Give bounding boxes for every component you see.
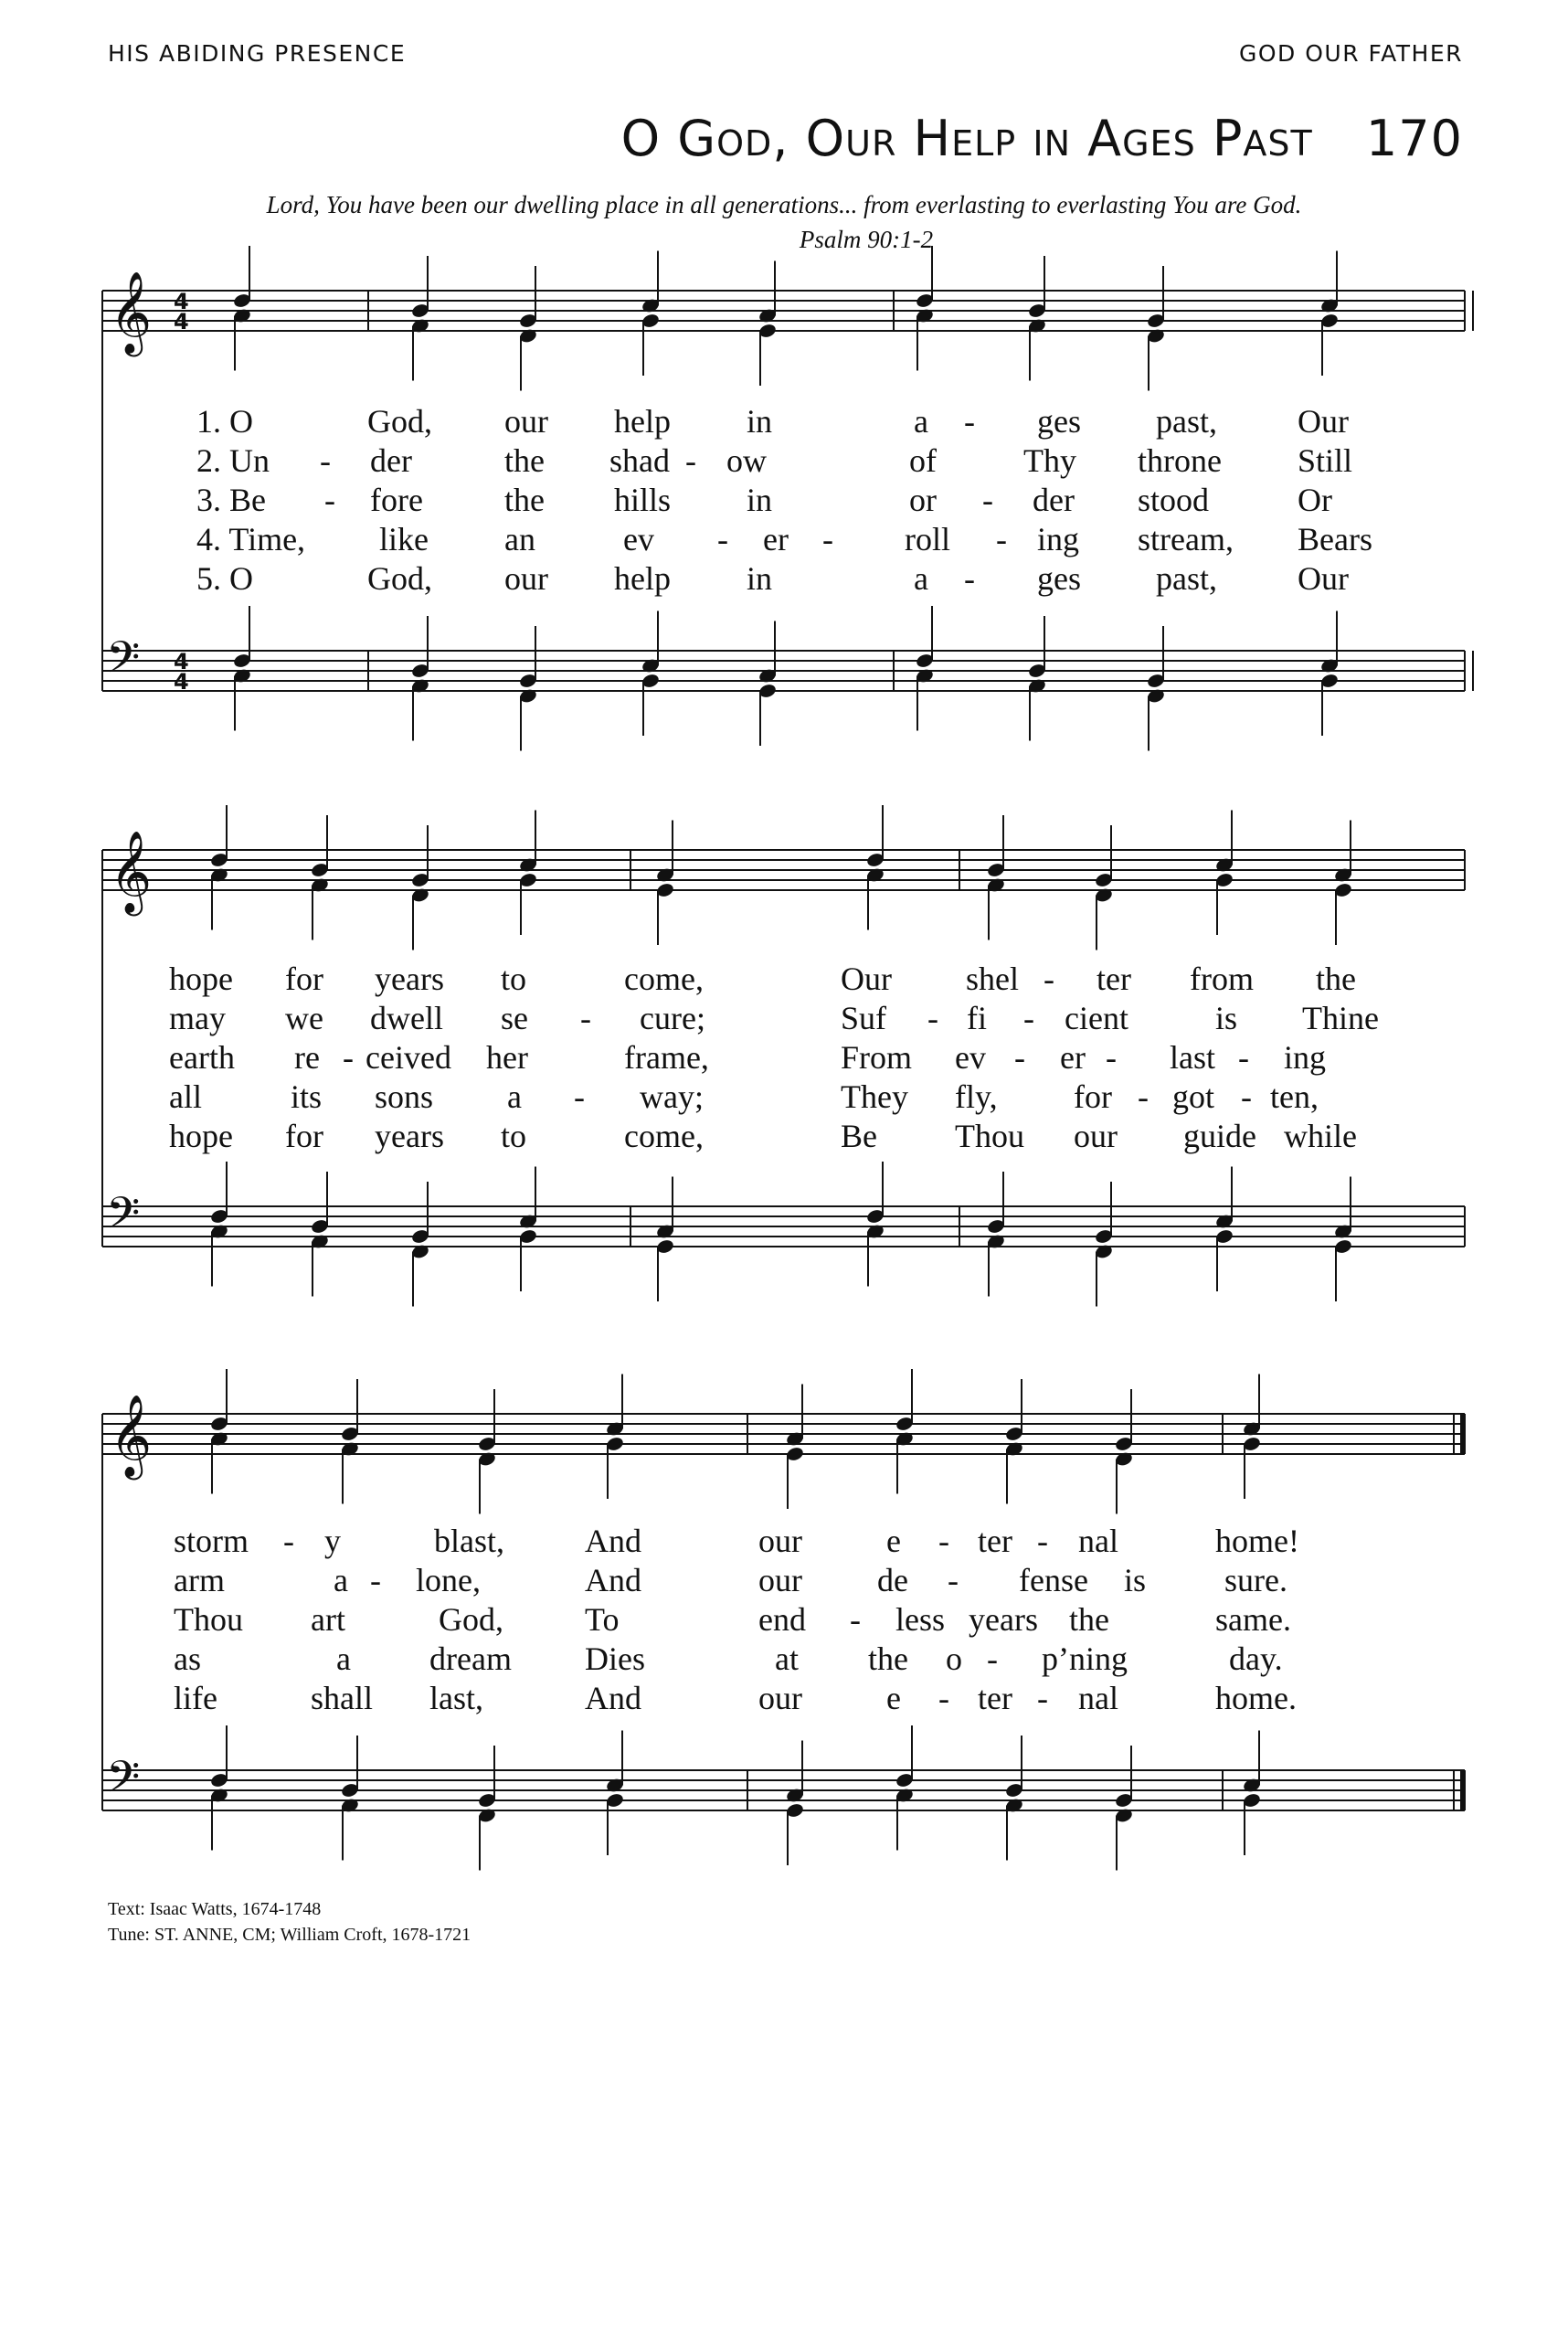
syllable-hyphen: -: [1037, 1680, 1048, 1716]
lyric-syllable: or: [909, 482, 937, 518]
lyric-syllable: our: [504, 560, 548, 597]
lyric-syllable: a: [914, 403, 928, 440]
text-credit: Text: Isaac Watts, 1674-1748: [108, 1899, 322, 1919]
lyric-syllable: de: [877, 1562, 908, 1598]
lyric-syllable: is: [1124, 1562, 1147, 1598]
hymn-number: 170: [1365, 110, 1463, 167]
lyric-syllable: God,: [439, 1601, 503, 1638]
lyric-syllable: in: [747, 403, 773, 440]
lyric-syllable: ter: [1097, 961, 1131, 997]
syllable-hyphen: -: [822, 521, 833, 557]
syllable-hyphen: -: [324, 482, 335, 518]
lyric-syllable: years: [969, 1601, 1038, 1638]
lyric-syllable: Dies: [585, 1640, 645, 1677]
syllable-hyphen: -: [580, 1000, 591, 1036]
lyric-syllable: for: [285, 961, 323, 997]
lyric-syllable: ev: [623, 521, 654, 557]
running-header-right: GOD OUR FATHER: [1238, 40, 1463, 67]
lyric-syllable: 4. Time,: [196, 521, 306, 557]
lyric-syllable: ges: [1037, 560, 1081, 597]
lyric-syllable: its: [291, 1078, 323, 1115]
lyric-syllable: lone,: [416, 1562, 481, 1598]
lyric-syllable: Suf: [841, 1000, 887, 1036]
lyric-syllable: re: [294, 1039, 320, 1076]
final-barline-thick: [1460, 1770, 1466, 1810]
verse-line: [0, 1038, 1568, 1077]
lyric-syllable: the: [1069, 1601, 1109, 1638]
lyric-syllable: Our: [1298, 560, 1349, 597]
syllable-hyphen: -: [938, 1523, 949, 1559]
lyric-syllable: Thy: [1023, 442, 1076, 479]
lyric-syllable: got: [1172, 1078, 1215, 1115]
syllable-hyphen: -: [850, 1601, 861, 1638]
syllable-hyphen: -: [1238, 1039, 1249, 1076]
lyric-syllable: all: [169, 1078, 202, 1115]
lyric-syllable: e: [886, 1680, 901, 1716]
lyric-syllable: ten,: [1270, 1078, 1319, 1115]
lyric-syllable: for: [285, 1118, 323, 1154]
lyric-syllable: come,: [624, 961, 704, 997]
verse-line: [0, 1561, 1568, 1600]
lyric-syllable: from: [1190, 961, 1254, 997]
lyric-syllable: dream: [429, 1640, 512, 1677]
running-header-left: HIS ABIDING PRESENCE: [108, 40, 407, 67]
lyric-syllable: Or: [1298, 482, 1332, 518]
lyric-syllable: ev: [955, 1039, 986, 1076]
lyric-syllable: home.: [1215, 1680, 1297, 1716]
lyric-syllable: ter: [978, 1680, 1012, 1716]
lyric-syllable: last: [1170, 1039, 1215, 1076]
syllable-hyphen: -: [1106, 1039, 1117, 1076]
lyrics-block: [0, 1522, 1568, 1718]
lyric-syllable: And: [585, 1562, 641, 1598]
lyric-syllable: same.: [1215, 1601, 1291, 1638]
syllable-hyphen: -: [987, 1640, 998, 1677]
verse-line: [0, 520, 1568, 559]
lyric-syllable: God,: [367, 560, 432, 597]
lyric-syllable: er: [763, 521, 789, 557]
lyric-syllable: hope: [169, 1118, 233, 1154]
lyric-syllable: in: [747, 482, 773, 518]
verse-line: [0, 402, 1568, 441]
lyric-syllable: fore: [370, 482, 423, 518]
lyric-syllable: the: [868, 1640, 908, 1677]
lyric-syllable: p’ning: [1042, 1640, 1128, 1677]
syllable-hyphen: -: [996, 521, 1007, 557]
time-signature-digit: 4: [174, 309, 189, 334]
lyric-syllable: may: [169, 1000, 226, 1036]
lyric-syllable: hills: [614, 482, 672, 518]
lyric-syllable: sons: [375, 1078, 434, 1115]
lyric-syllable: our: [758, 1523, 802, 1559]
lyric-syllable: years: [375, 961, 444, 997]
time-signature-digit: 4: [174, 669, 189, 695]
verse-line: [0, 441, 1568, 481]
verse-line: [0, 1117, 1568, 1156]
lyric-syllable: ing: [1037, 521, 1080, 557]
syllable-hyphen: -: [574, 1078, 585, 1115]
lyric-syllable: home!: [1215, 1523, 1299, 1559]
lyric-syllable: From: [841, 1039, 913, 1076]
verse-line: [0, 1600, 1568, 1640]
lyric-syllable: at: [775, 1640, 799, 1677]
bass-clef-icon: 𝄢: [106, 1751, 141, 1813]
lyric-syllable: Thine: [1302, 1000, 1379, 1036]
lyric-syllable: To: [585, 1601, 620, 1638]
lyric-syllable: cient: [1065, 1000, 1128, 1036]
verse-line: [0, 999, 1568, 1038]
lyric-syllable: ing: [1284, 1039, 1327, 1076]
lyric-syllable: end: [758, 1601, 806, 1638]
syllable-hyphen: -: [1138, 1078, 1149, 1115]
syllable-hyphen: -: [964, 560, 975, 597]
lyric-syllable: 3. Be: [196, 482, 266, 518]
verse-line: [0, 1679, 1568, 1718]
syllable-hyphen: -: [927, 1000, 938, 1036]
lyric-syllable: come,: [624, 1118, 704, 1154]
lyric-syllable: er: [1060, 1039, 1086, 1076]
lyric-syllable: as: [174, 1640, 201, 1677]
hymn-heading: [621, 110, 1463, 167]
lyric-syllable: help: [614, 403, 671, 440]
lyric-syllable: nal: [1078, 1523, 1118, 1559]
lyric-syllable: like: [379, 521, 429, 557]
lyric-syllable: her: [486, 1039, 528, 1076]
lyric-syllable: Be: [841, 1118, 877, 1154]
lyric-syllable: our: [758, 1680, 802, 1716]
lyric-syllable: y: [324, 1523, 341, 1559]
lyric-syllable: stream,: [1138, 521, 1234, 557]
credits: [108, 1896, 471, 1948]
syllable-hyphen: -: [1023, 1000, 1034, 1036]
lyric-syllable: past,: [1156, 403, 1217, 440]
lyric-syllable: a: [507, 1078, 522, 1115]
lyric-syllable: earth: [169, 1039, 235, 1076]
lyric-syllable: fense: [1019, 1562, 1088, 1598]
lyric-syllable: shel: [966, 961, 1019, 997]
lyric-syllable: Thou: [955, 1118, 1024, 1154]
lyric-syllable: 2. Un: [196, 442, 270, 479]
lyric-syllable: hope: [169, 961, 233, 997]
lyric-syllable: roll: [905, 521, 950, 557]
verse-line: [0, 1077, 1568, 1117]
lyric-syllable: arm: [174, 1562, 225, 1598]
lyric-syllable: a: [334, 1562, 348, 1598]
verse-line: [0, 1522, 1568, 1561]
lyric-syllable: And: [585, 1523, 641, 1559]
syllable-hyphen: -: [370, 1562, 381, 1598]
lyric-syllable: throne: [1138, 442, 1222, 479]
verse-line: [0, 960, 1568, 999]
treble-clef-icon: 𝄞: [110, 1395, 153, 1477]
lyric-syllable: our: [758, 1562, 802, 1598]
lyric-syllable: while: [1284, 1118, 1357, 1154]
syllable-hyphen: -: [948, 1562, 959, 1598]
syllable-hyphen: -: [717, 521, 728, 557]
lyric-syllable: cure;: [640, 1000, 705, 1036]
lyrics-block: [0, 960, 1568, 1156]
lyric-syllable: help: [614, 560, 671, 597]
verse-line: [0, 1640, 1568, 1679]
lyric-syllable: Thou: [174, 1601, 243, 1638]
syllable-hyphen: -: [283, 1523, 294, 1559]
lyric-syllable: fi: [967, 1000, 987, 1036]
lyric-syllable: our: [1074, 1118, 1118, 1154]
lyric-syllable: Bears: [1298, 521, 1372, 557]
lyric-syllable: 1. O: [196, 403, 253, 440]
lyric-syllable: stood: [1138, 482, 1210, 518]
lyric-syllable: guide: [1183, 1118, 1256, 1154]
time-signature-digit: 4: [174, 649, 189, 674]
lyric-syllable: o: [946, 1640, 962, 1677]
syllable-hyphen: -: [1014, 1039, 1025, 1076]
syllable-hyphen: -: [938, 1680, 949, 1716]
lyric-syllable: the: [504, 482, 545, 518]
lyric-syllable: ceived: [366, 1039, 451, 1076]
lyric-syllable: an: [504, 521, 535, 557]
lyric-syllable: we: [285, 1000, 323, 1036]
lyric-syllable: years: [375, 1118, 444, 1154]
lyric-syllable: day.: [1229, 1640, 1283, 1677]
lyric-syllable: sure.: [1224, 1562, 1287, 1598]
lyric-syllable: last,: [429, 1680, 483, 1716]
lyric-syllable: to: [501, 961, 527, 997]
lyric-syllable: Our: [1298, 403, 1349, 440]
lyric-syllable: life: [174, 1680, 217, 1716]
lyrics-block: [0, 402, 1568, 599]
syllable-hyphen: -: [320, 442, 331, 479]
lyric-syllable: der: [1033, 482, 1075, 518]
lyric-syllable: of: [909, 442, 937, 479]
tune-credit: Tune: ST. ANNE, CM; William Croft, 1678-1721: [108, 1925, 471, 1945]
lyric-syllable: art: [311, 1601, 345, 1638]
lyric-syllable: less: [895, 1601, 945, 1638]
bass-clef-icon: 𝄢: [106, 632, 141, 694]
lyric-syllable: Still: [1298, 442, 1353, 479]
lyric-syllable: fly,: [955, 1078, 998, 1115]
lyric-syllable: the: [504, 442, 545, 479]
lyric-syllable: der: [370, 442, 412, 479]
final-barline-thick: [1460, 1414, 1466, 1454]
lyric-syllable: e: [886, 1523, 901, 1559]
scripture-reference: Psalm 90:1-2: [799, 226, 934, 253]
lyric-syllable: God,: [367, 403, 432, 440]
verse-line: [0, 559, 1568, 599]
lyric-syllable: the: [1316, 961, 1356, 997]
bass-clef-icon: 𝄢: [106, 1187, 141, 1249]
hymn-title: O God, Our Help in Ages Past: [620, 110, 1313, 167]
lyric-syllable: a: [336, 1640, 351, 1677]
lyric-syllable: ges: [1037, 403, 1081, 440]
syllable-hyphen: -: [685, 442, 696, 479]
treble-clef-icon: 𝄞: [110, 831, 153, 913]
verse-line: [0, 481, 1568, 520]
syllable-hyphen: -: [964, 403, 975, 440]
lyric-syllable: shad: [609, 442, 670, 479]
lyric-syllable: 5. O: [196, 560, 253, 597]
lyric-syllable: ow: [726, 442, 767, 479]
lyric-syllable: frame,: [624, 1039, 709, 1076]
lyric-syllable: se: [501, 1000, 528, 1036]
lyric-syllable: shall: [311, 1680, 373, 1716]
syllable-hyphen: -: [1241, 1078, 1252, 1115]
lyric-syllable: for: [1074, 1078, 1112, 1115]
syllable-hyphen: -: [343, 1039, 354, 1076]
lyric-syllable: way;: [640, 1078, 704, 1115]
lyric-syllable: ter: [978, 1523, 1012, 1559]
syllable-hyphen: -: [1044, 961, 1054, 997]
lyric-syllable: past,: [1156, 560, 1217, 597]
time-signature-digit: 4: [174, 289, 189, 314]
lyric-syllable: our: [504, 403, 548, 440]
syllable-hyphen: -: [982, 482, 993, 518]
treble-clef-icon: 𝄞: [110, 271, 153, 354]
lyric-syllable: to: [501, 1118, 527, 1154]
epigraph-text: Lord, You have been our dwelling place in all generations... from everlasting to everlasting You are God.: [266, 191, 1302, 218]
lyric-syllable: nal: [1078, 1680, 1118, 1716]
lyric-syllable: a: [914, 560, 928, 597]
lyric-syllable: And: [585, 1680, 641, 1716]
syllable-hyphen: -: [1037, 1523, 1048, 1559]
lyric-syllable: dwell: [370, 1000, 443, 1036]
lyric-syllable: blast,: [434, 1523, 504, 1559]
lyric-syllable: storm: [174, 1523, 249, 1559]
lyric-syllable: is: [1215, 1000, 1238, 1036]
lyric-syllable: They: [841, 1078, 908, 1115]
lyric-syllable: Our: [841, 961, 892, 997]
lyric-syllable: in: [747, 560, 773, 597]
